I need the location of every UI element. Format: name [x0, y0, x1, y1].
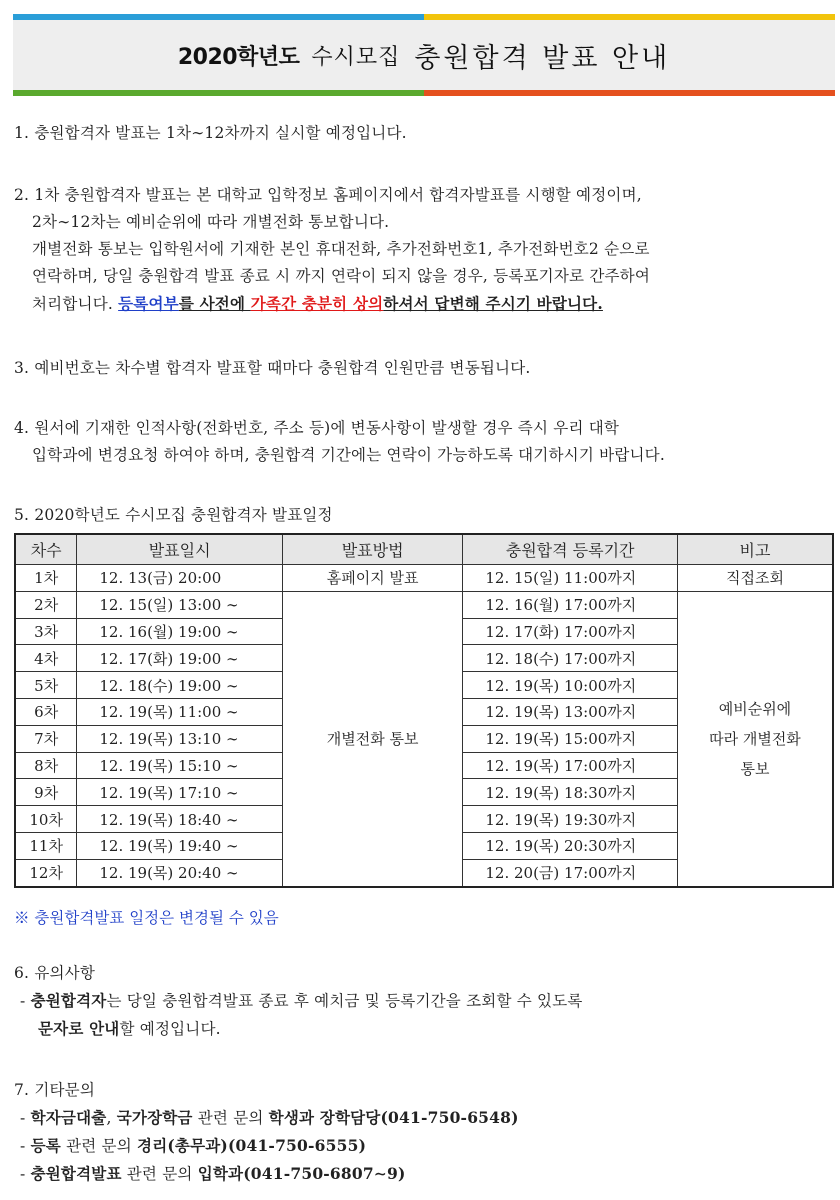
row-date: 12. 19(목) 20:40 ∼	[77, 859, 283, 886]
row-period: 12. 19(목) 10:00까지	[463, 672, 678, 699]
row-date: 12. 18(수) 19:00 ∼	[77, 672, 283, 699]
schedule-footnote: ※ 충원합격발표 일정은 변경될 수 있음	[14, 909, 279, 927]
contact-related: 관련 문의	[121, 1165, 198, 1183]
row-date: 12. 19(목) 19:40 ∼	[77, 832, 283, 859]
header-period: 충원합격 등록기간	[463, 534, 678, 565]
banner-stripe-orange	[424, 90, 835, 96]
row-round: 9차	[15, 779, 77, 806]
item-5-text: 5. 2020학년도 수시모집 충원합격자 발표일정	[14, 506, 333, 524]
row-note-merged	[677, 591, 833, 886]
contact-accounting: 경리(총무과)(041-750-6555)	[137, 1136, 367, 1155]
title-year: 2020학년도	[177, 44, 300, 70]
contact-dash: -	[20, 1165, 31, 1183]
contact-line-3	[14, 1160, 826, 1188]
row-round: 2차	[15, 591, 77, 618]
contact-announcement: 충원합격발표	[30, 1164, 122, 1183]
family-discussion-emphasis: 가족간 충분히 상의	[250, 294, 384, 313]
row-round: 3차	[15, 618, 77, 645]
item-2-line-5	[14, 290, 826, 318]
row-period: 12. 19(목) 19:30까지	[463, 806, 678, 833]
row-method: 홈페이지 발표	[282, 565, 462, 592]
item-2-line-2: 2차∼12차는 예비순위에 따라 개별전화 통보합니다.	[32, 213, 390, 231]
contact-admissions: 입학과(041-750-6807∼9)	[197, 1164, 406, 1183]
item-7	[14, 1077, 826, 1188]
row-round: 5차	[15, 672, 77, 699]
row-round: 12차	[15, 859, 77, 886]
contact-related: 관련 문의	[192, 1109, 269, 1127]
item-2-line-5-a: 처리합니다.	[32, 295, 119, 313]
row-date: 12. 19(목) 18:40 ∼	[77, 806, 283, 833]
row-round: 7차	[15, 725, 77, 752]
title-admission: 수시모집	[311, 44, 401, 70]
row-note: 직접조회	[677, 565, 833, 592]
item-2-line-1: 2. 1차 충원합격자 발표는 본 대학교 입학정보 홈페이지에서 합격자발표를 시행할 예정이며,	[14, 186, 642, 204]
row-round: 4차	[15, 645, 77, 672]
item-5	[14, 502, 826, 529]
row-period: 12. 16(월) 17:00까지	[463, 591, 678, 618]
note-line-1: 예비순위에	[718, 699, 792, 718]
banner-stripe-green	[13, 90, 424, 96]
row-period: 12. 19(목) 18:30까지	[463, 779, 678, 806]
row-period: 12. 19(목) 17:00까지	[463, 752, 678, 779]
contact-dash: -	[20, 1109, 31, 1127]
item-2-line-3: 개별전화 통보는 입학원서에 기재한 본인 휴대전화, 추가전화번호1, 추가전화번호2 순으로	[32, 240, 650, 258]
note-line-2: 따라 개별전화	[709, 729, 801, 748]
header-round: 차수	[15, 534, 77, 565]
table-row	[15, 591, 833, 618]
item-4-line-2: 입학과에 변경요청 하여야 하며, 충원합격 기간에는 연락이 가능하도록 대기하시기 바랍니다.	[32, 446, 665, 464]
item-3	[14, 355, 826, 382]
item-2-line-5-e: 하셔서 답변해 주시기 바랍니다.	[383, 294, 603, 313]
contact-related: 관련 문의	[60, 1137, 138, 1155]
row-period: 12. 20(금) 17:00까지	[463, 859, 678, 886]
item-1-text: 1. 충원합격자 발표는 1차∼12차까지 실시할 예정입니다.	[14, 124, 407, 142]
row-round: 11차	[15, 832, 77, 859]
contact-dash: -	[20, 1137, 31, 1155]
contact-registration: 등록	[30, 1136, 61, 1155]
row-method-merged: 개별전화 통보	[282, 591, 462, 886]
table-header-row	[15, 534, 833, 565]
item-6-title: 6. 유의사항	[14, 964, 96, 982]
row-round: 1차	[15, 565, 77, 592]
header-date: 발표일시	[77, 534, 283, 565]
note-line-3: 통보	[740, 759, 770, 778]
item-6-dash: -	[20, 992, 31, 1010]
item-6-line-2-rest: 할 예정입니다.	[119, 1020, 221, 1038]
row-date: 12. 19(목) 13:10 ∼	[77, 725, 283, 752]
row-period: 12. 19(목) 20:30까지	[463, 832, 678, 859]
schedule-table	[14, 533, 834, 888]
row-date: 12. 19(목) 17:10 ∼	[77, 779, 283, 806]
row-round: 8차	[15, 752, 77, 779]
row-period: 12. 19(목) 15:00까지	[463, 725, 678, 752]
row-period: 12. 19(목) 13:00까지	[463, 698, 678, 725]
contact-loan: 학자금대출	[30, 1108, 107, 1127]
item-2-line-5-c: 를 사전에	[178, 294, 251, 313]
item-1	[14, 120, 826, 147]
item-6-line-1	[14, 987, 826, 1015]
table-row	[15, 565, 833, 592]
row-period: 12. 17(화) 17:00까지	[463, 618, 678, 645]
item-4	[14, 415, 826, 469]
item-7-title: 7. 기타문의	[14, 1081, 96, 1099]
contact-comma: ,	[106, 1109, 117, 1127]
item-2-line-4: 연락하며, 당일 충원합격 발표 종료 시 까지 연락이 되지 않을 경우, 등록포기자로 간주하여	[32, 267, 651, 285]
row-period: 12. 18(수) 17:00까지	[463, 645, 678, 672]
contact-line-1	[14, 1104, 826, 1132]
item-6	[14, 960, 826, 1043]
item-6-emph-1: 충원합격자	[30, 991, 107, 1010]
row-date: 12. 16(월) 19:00 ∼	[77, 618, 283, 645]
registration-emphasis: 등록여부	[118, 294, 179, 313]
row-date: 12. 15(일) 13:00 ∼	[77, 591, 283, 618]
item-6-line-2	[14, 1015, 826, 1043]
row-date: 12. 19(목) 15:10 ∼	[77, 752, 283, 779]
header-note: 비고	[677, 534, 833, 565]
header-method: 발표방법	[282, 534, 462, 565]
item-6-line-1-rest: 는 당일 충원합격발표 종료 후 예치금 및 등록기간을 조회할 수 있도록	[106, 992, 583, 1010]
title-banner	[13, 14, 835, 96]
contact-line-2	[14, 1132, 826, 1160]
row-period: 12. 15(일) 11:00까지	[463, 565, 678, 592]
row-round: 6차	[15, 698, 77, 725]
row-round: 10차	[15, 806, 77, 833]
row-date: 12. 13(금) 20:00	[77, 565, 283, 592]
row-date: 12. 17(화) 19:00 ∼	[77, 645, 283, 672]
title-main: 충원합격 발표 안내	[414, 42, 671, 74]
row-date: 12. 19(목) 11:00 ∼	[77, 698, 283, 725]
item-2	[14, 182, 826, 318]
item-4-line-1: 4. 원서에 기재한 인적사항(전화번호, 주소 등)에 변동사항이 발생할 경우 즉시 우리 대학	[14, 419, 620, 437]
contact-scholarship: 국가장학금	[116, 1108, 193, 1127]
contact-student-office: 학생과 장학담당(041-750-6548)	[268, 1108, 519, 1127]
banner-title	[13, 20, 835, 90]
item-6-emph-2: 문자로 안내	[38, 1019, 120, 1038]
item-3-text: 3. 예비번호는 차수별 합격자 발표할 때마다 충원합격 인원만큼 변동됩니다.	[14, 359, 531, 377]
